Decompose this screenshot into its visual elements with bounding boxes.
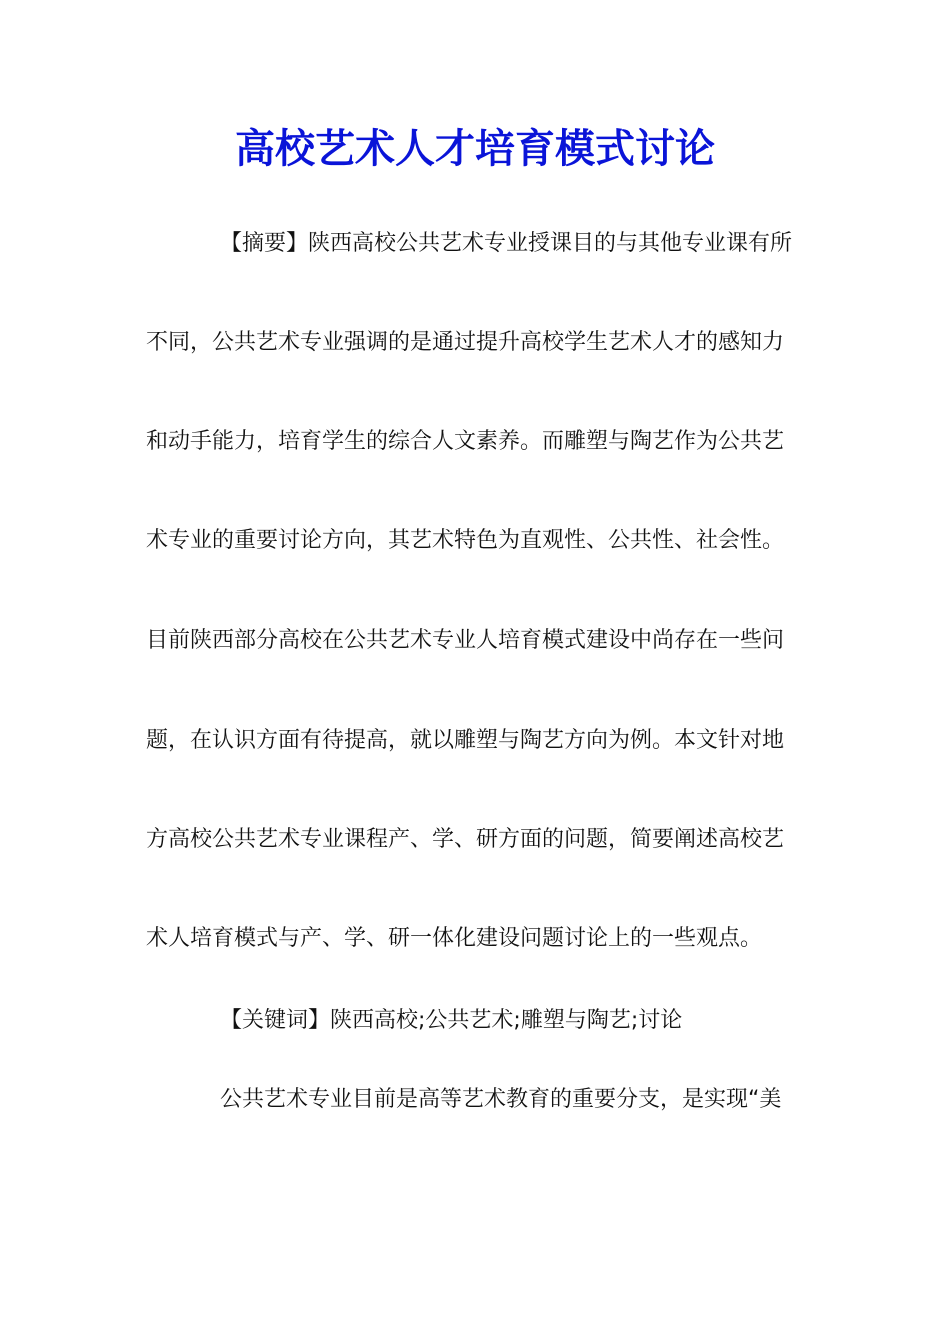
abstract-line-5: 目前陕西部分高校在公共艺术专业人培育模式建设中尚存在一些问	[146, 628, 785, 653]
abstract-line-7: 方高校公共艺术专业课程产、学、研方面的问题，简要阐述高校艺	[146, 827, 785, 852]
body-paragraph-line: 公共艺术专业目前是高等艺术教育的重要分支，是实现“美	[220, 1087, 782, 1112]
document-title: 高校艺术人才培育模式讨论	[235, 125, 715, 172]
abstract-line-8: 术人培育模式与产、学、研一体化建设问题讨论上的一些观点。	[146, 926, 763, 951]
abstract-line-4: 术专业的重要讨论方向，其艺术特色为直观性、公共性、社会性。	[146, 528, 785, 553]
keywords-line: 【关键词】陕西高校;公共艺术;雕塑与陶艺;讨论	[220, 1008, 683, 1033]
abstract-line-6: 题，在认识方面有待提高，就以雕塑与陶艺方向为例。本文针对地	[146, 728, 785, 753]
abstract-line-2: 不同，公共艺术专业强调的是通过提升高校学生艺术人才的感知力	[146, 330, 785, 355]
abstract-line-3: 和动手能力，培育学生的综合人文素养。而雕塑与陶艺作为公共艺	[146, 429, 785, 454]
abstract-line-1: 【摘要】陕西高校公共艺术专业授课目的与其他专业课有所	[220, 231, 793, 256]
